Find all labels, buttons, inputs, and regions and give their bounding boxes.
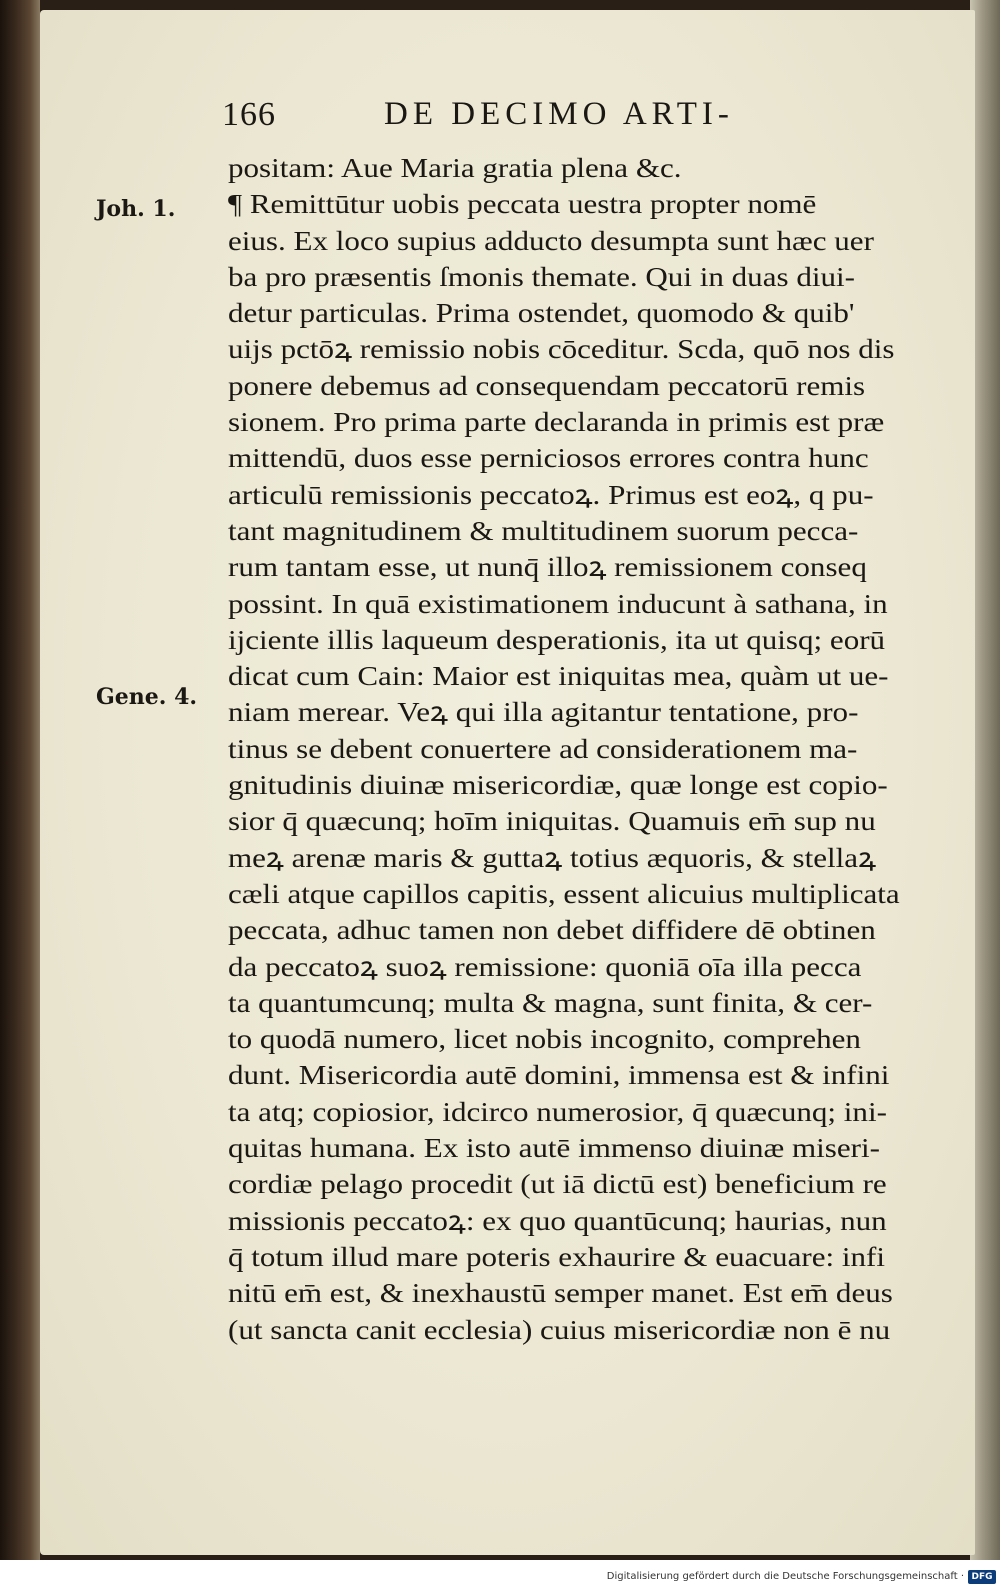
text-line: gnitudinis diuinæ misericordiæ, quæ longe est copio- [228,770,888,801]
text-line: peccata, adhuc tamen non debet diffidere dē obtinen [228,915,876,946]
text-line: eius. Ex loco supius adducto desumpta sunt hæc uer [228,225,874,256]
text-line: ba pro præsentis ſmonis themate. Qui in duas diui- [228,261,855,292]
page-number: 166 [222,96,276,133]
text-line: ta quantumcunq; multa & magna, sunt finita, & cer- [228,987,873,1018]
text-line: detur particulas. Prima ostendet, quomodo & quib' [228,298,855,329]
text-line: to quodā numero, licet nobis incognito, comprehen [228,1024,861,1055]
text-line: possint. In quā existimationem inducunt à sathana, in [228,588,888,619]
footer-bar [0,1560,1000,1593]
text-line: ta atq; copiosior, idcirco numerosior, q̄ quæcunq; ini- [228,1096,887,1127]
text-line: sionem. Pro prima parte declaranda in primis est præ [228,407,885,438]
text-line: tinus se debent conuertere ad considerationem ma- [228,733,858,764]
dfg-logo-icon: DFG [968,1570,996,1584]
text-line: da peccatoꝝ suoꝝ remissione: quoniā oīa illa pecca [228,951,862,982]
funding-credit: Digitalisierung gefördert durch die Deutsche Forschungsgemeinschaft · [606,1571,964,1582]
text-line: meꝝ arenæ maris & guttaꝝ totius æquoris, & stellaꝝ [228,842,877,873]
text-line: cæli atque capillos capitis, essent alicuius multiplicata [228,878,900,909]
page-header [222,96,842,140]
text-line: uijs pctōꝝ remissio nobis cōceditur. Scda, quō nos dis [228,334,895,365]
text-line: dicat cum Cain: Maior est iniquitas mea, quàm ut ue- [228,661,889,692]
margin-note-genesis: Gene. 4. [96,684,198,710]
text-line: quitas humana. Ex isto autē immenso diuinæ miseri- [228,1133,880,1164]
text-line: ijciente illis laqueum desperationis, ita ut quisq; eorū [228,624,886,655]
text-line: positam: Aue Maria gratia plena &c. [228,153,682,183]
text-line: mittendū, duos esse perniciosos errores contra hunc [228,443,869,474]
text-line: ¶ Remittūtur uobis peccata uestra propter nomē [228,189,817,220]
body-text [228,150,936,1348]
running-title: DE DECIMO ARTI- [384,96,734,132]
text-line: missionis peccatoꝝ: ex quo quantūcunq; haurias, nun [228,1205,887,1236]
book-edge-left [0,0,40,1560]
text-line: rum tantam esse, ut nunq̄ illoꝝ remissionem conseq [228,552,867,583]
text-line: tant magnitudinem & multitudinem suorum pecca- [228,515,859,546]
text-line: dunt. Misericordia autē domini, immensa est & infini [228,1060,890,1091]
text-line: sior q̄ quæcunq; hoīm iniquitas. Quamuis em̄ sup nu [228,806,876,837]
text-line: articulū remissionis peccatoꝝ. Primus est eoꝝ, q pu- [228,479,874,510]
text-line: q̄ totum illud mare poteris exhaurire & euacuare: infi [228,1241,886,1272]
text-line: niam merear. Veꝝ qui illa agitantur tentatione, pro- [228,697,859,728]
text-line: ponere debemus ad consequendam peccatorū remis [228,370,866,401]
text-line: nitū em̄ est, & inexhaustū semper manet. Est em̄ deus [228,1278,893,1309]
margin-note-john: Joh. 1. [96,196,176,222]
text-line: (ut sancta canit ecclesia) cuius misericordiæ non ē nu [228,1314,891,1345]
text-line: cordiæ pelago procedit (ut iā dictū est) beneficium re [228,1169,887,1200]
